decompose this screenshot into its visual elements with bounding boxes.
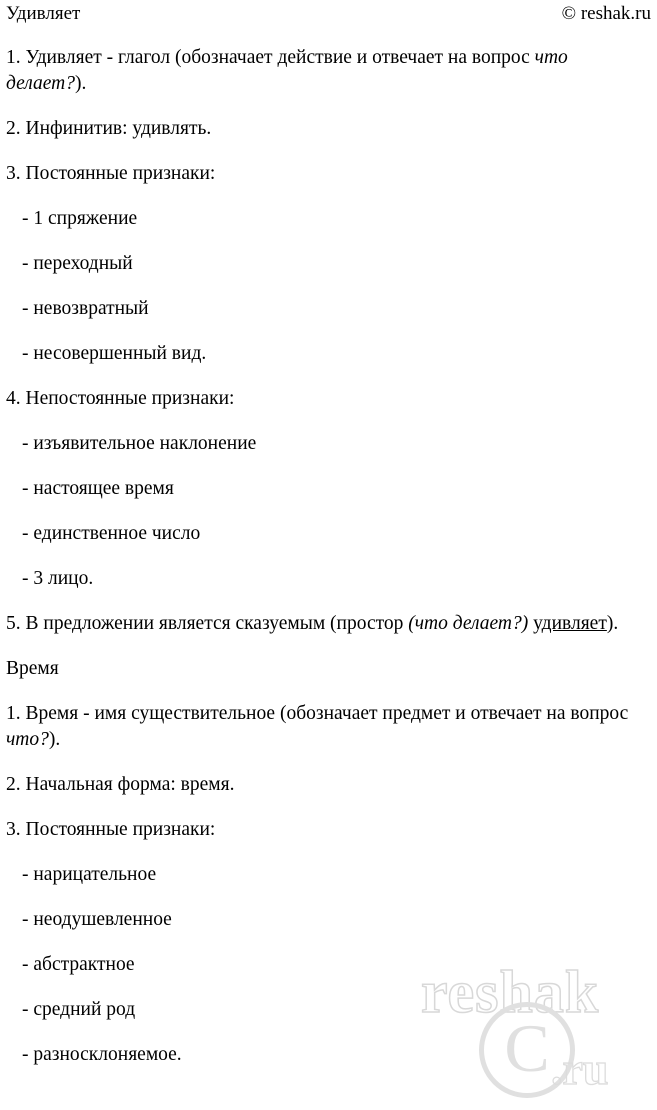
analysis-item-5-text: 5. В предложении является сказуемым (простор — [6, 613, 409, 634]
watermark-text-bottom: .ru — [551, 1043, 609, 1094]
analysis-item-5-question: (что делает?) — [408, 613, 529, 634]
document-content — [6, 26, 651, 1068]
analysis-item-3-bullet-2: - переходный — [22, 253, 133, 274]
vremya-item-3-bullet-5: - разносклоняемое. — [22, 1044, 182, 1065]
page-header — [6, 0, 651, 26]
vremya-item-1-text: 1. Время - имя существительное (обозначает предмет и отвечает на вопрос — [6, 703, 629, 724]
analysis-item-4-bullet-2: - настоящее время — [22, 478, 174, 499]
vremya-item-3-bullet-2: - неодушевленное — [22, 909, 172, 930]
analysis-item-1-text: 1. Удивляет - глагол (обозначает действие и отвечает на вопрос — [6, 47, 535, 68]
analysis-item-4-bullet-3: - единственное число — [22, 523, 201, 544]
vremya-item-1 — [6, 682, 651, 753]
analysis-item-3: 3. Постоянные признаки: — [6, 163, 216, 184]
analysis-item-5 — [6, 592, 651, 637]
analysis-item-5-tail: ). — [606, 613, 619, 634]
analysis-item-3-bullet-1: - 1 спряжение — [22, 208, 138, 229]
vremya-item-3-bullet-4: - средний род — [22, 999, 136, 1020]
analysis-item-4-bullet-4: - 3 лицо. — [22, 568, 94, 589]
analysis-item-1 — [6, 26, 651, 97]
section-title-vremya: Время — [6, 658, 59, 679]
vremya-item-1-question: что? — [6, 729, 49, 750]
analysis-item-3-bullet-3: - невозвратный — [22, 298, 149, 319]
analysis-item-1-question: что делает? — [6, 47, 568, 94]
watermark-text-top: reshak — [421, 959, 600, 1025]
vremya-item-2: 2. Начальная форма: время. — [6, 774, 235, 795]
page-title: Удивляет — [6, 3, 81, 24]
analysis-item-2: 2. Инфинитив: удивлять. — [6, 118, 212, 139]
analysis-item-3-bullet-4: - несовершенный вид. — [22, 343, 207, 364]
analysis-item-5-underlined: удивляет — [533, 613, 607, 634]
vremya-item-3-bullet-1: - нарицательное — [22, 864, 157, 885]
copyright-notice: © reshak.ru — [561, 3, 651, 24]
vremya-item-3: 3. Постоянные признаки: — [6, 819, 216, 840]
analysis-item-4-bullet-1: - изъявительное наклонение — [22, 433, 257, 454]
analysis-item-1-tail: ). — [75, 73, 87, 94]
vremya-item-1-tail: ). — [48, 729, 61, 750]
analysis-item-4: 4. Непостоянные признаки: — [6, 388, 235, 409]
vremya-item-3-bullet-3: - абстрактное — [22, 954, 135, 975]
